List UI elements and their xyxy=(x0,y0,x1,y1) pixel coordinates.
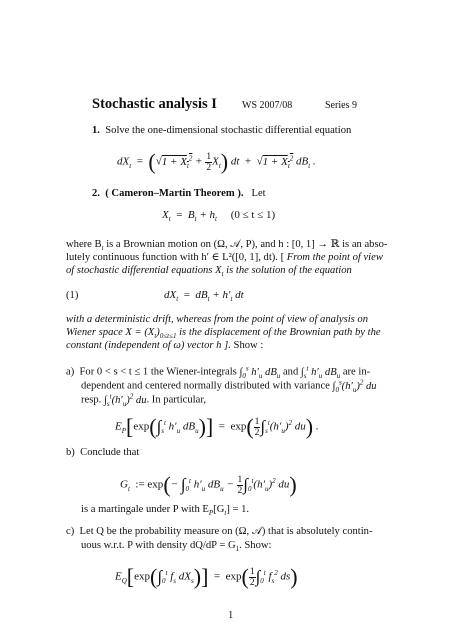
part-a-line-2: dependent and centered normally distributed with variance $\int_0^s(h'_u)^2$ du xyxy=(81,378,377,394)
page-number: 1 xyxy=(228,610,234,621)
equation-number-1: (1) xyxy=(66,290,79,301)
problem-1-equation: $dX_t = (√1 + X_t^2$ + $\frac{1}{2}$ $X_t$) dt + $√1 + X_t^2$ $dB_t$ . xyxy=(117,149,316,175)
part-c-equation: $E_Q[\exp(\int_0^t$ $f_s$ $dX_s)] = \exp$( $\frac{1}{2}$ $\int_0^t$ $f_s^2$ ds) xyxy=(115,564,298,590)
part-c-line-1: c) Let Q be the probability measure on (Ω, 𝒜) that is absolutely contin- xyxy=(66,526,373,537)
series-label: Series 9 xyxy=(325,100,357,111)
part-b-equation: $G_t$ := $\exp(- \int_0^t$ $h'_u$ $dB_u$ − $\frac{1}{2}$ $\int_0^t(h'_u)^2$ du) xyxy=(120,472,297,498)
problem-2-heading: 2. ( Cameron–Martin Theorem ). Let xyxy=(92,188,266,199)
part-a-equation: $E_P[\exp(\int_s^t$ $h'_u$ $dB_u)] = \exp$( $\frac{1}{2}$ $\int_s^t(h'_u)^2$ du) . xyxy=(115,414,319,440)
problem-1-text: 1. Solve the one-dimensional stochastic differential equation xyxy=(92,125,352,136)
sde-equation-1: $dX_t = dB_t + h'_t$ dt xyxy=(164,289,244,304)
exercise-sheet-title: Stochastic analysis I xyxy=(92,96,217,112)
problem-2-line-3: of stochastic differential equations $X_t$ is the solution of the equation xyxy=(66,265,352,279)
part-a-line-3: resp. $\int_s^t(h'_u)^2$ du. In particular, xyxy=(81,392,207,408)
problem-2-line-1: where $B_t$ is a Brownian motion on (Ω, 𝒜, P), and h : [0, 1] → ℝ is an abso- xyxy=(66,239,388,253)
part-b-line-1: b) Conclude that xyxy=(66,447,140,458)
problem-2-line-5: Wiener space $X = (X_t)_{0\le t\le 1}$ is the displacement of the Brownian path by the xyxy=(66,327,381,341)
part-c-line-2: uous w.r.t. P with density $dQ/dP = G_1$. Show: xyxy=(81,540,272,554)
part-a-line-1: a) For 0 < s < t ≤ 1 the Wiener-integrals $\int_0^s$ $h'_u$ $dB_u$ and $\int_s^t$ $h'_u$ $dB_u$ are in- xyxy=(66,364,371,380)
problem-2-definition-equation: $X_t = B_t + h_t$ (0 ≤ t ≤ 1) xyxy=(162,209,276,224)
semester-label: WS 2007/08 xyxy=(242,100,293,111)
problem-2-line-4: with a deterministic drift, whereas from the point of view of analysis on xyxy=(66,314,369,325)
part-b-line-2: is a martingale under P with $E_P[G_t] = 1$. xyxy=(81,504,250,518)
problem-2-line-2: lutely continuous function with h′ ∈ L²([0, 1], dt). [ From the point of view xyxy=(66,252,383,263)
problem-2-line-6: constant (independent of ω) vector h ]. Show : xyxy=(66,340,264,351)
